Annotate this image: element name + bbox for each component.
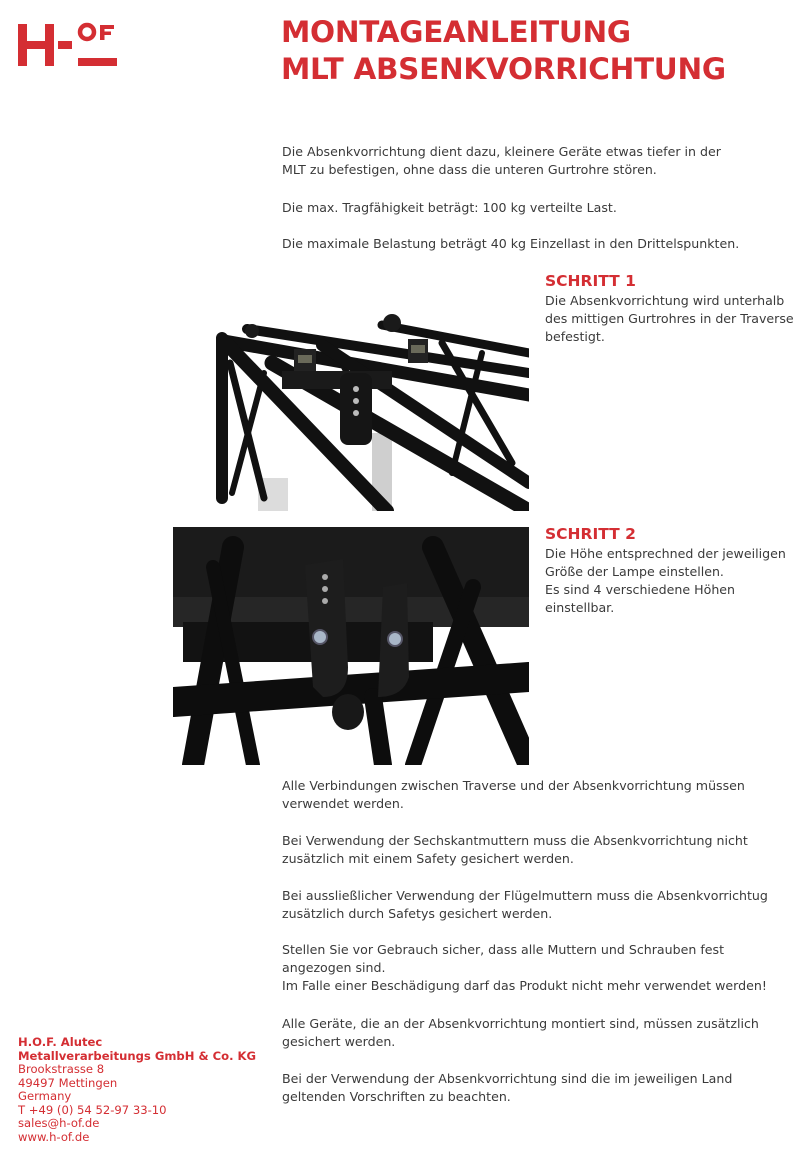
step-1-line: befestigt. bbox=[545, 329, 605, 344]
safety-note: Bei aussließlicher Verwendung der Flügelmuttern muss die Absenkvorrichtug zusätzlich durch Safetys gesichert werden. bbox=[282, 888, 768, 921]
step-1-heading: SCHRITT 1 bbox=[545, 272, 636, 290]
step-2-photo bbox=[173, 527, 529, 765]
phone-number: T +49 (0) 54 52-97 33-10 bbox=[18, 1102, 167, 1117]
step-1-photo bbox=[212, 283, 529, 511]
step-2-heading: SCHRITT 2 bbox=[545, 525, 636, 543]
safety-note: Bei der Verwendung der Absenkvorrichtung sind die im jeweiligen Land geltenden Vorschriften zu beachten. bbox=[282, 1071, 733, 1104]
step-1-line: des mittigen Gurtrohres in der Traverse bbox=[545, 311, 794, 326]
company-logo bbox=[18, 22, 118, 68]
step-2-line: Es sind 4 verschiedene Höhen einstellbar. bbox=[545, 582, 736, 615]
step-2-line: Die Höhe entsprechned der jeweiligen bbox=[545, 546, 786, 561]
company-legal-name: Metallverarbeitungs GmbH & Co. KG bbox=[18, 1048, 257, 1063]
address-street: Brookstrasse 8 bbox=[18, 1062, 105, 1076]
step-1-description bbox=[545, 292, 794, 346]
website-link[interactable]: www.h-of.de bbox=[18, 1129, 90, 1144]
document-title bbox=[281, 14, 726, 88]
safety-note: Alle Verbindungen zwischen Traverse und der Absenkvorrichtung müssen verwendet werden. bbox=[282, 778, 745, 811]
intro-paragraph: Die max. Tragfähigkeit beträgt: 100 kg verteilte Last. bbox=[282, 200, 617, 215]
safety-note: Im Falle einer Beschädigung darf das Produkt nicht mehr verwendet werden! bbox=[282, 978, 767, 993]
address-city: 49497 Mettingen bbox=[18, 1075, 118, 1090]
safety-note: Stellen Sie vor Gebrauch sicher, dass alle Muttern und Schrauben fest angezogen sind. bbox=[282, 942, 725, 975]
company-name: H.O.F. Alutec bbox=[18, 1035, 103, 1049]
company-address bbox=[18, 1036, 256, 1144]
email-link[interactable]: sales@h-of.de bbox=[18, 1116, 100, 1130]
intro-paragraph: Die Absenkvorrichtung dient dazu, kleinere Geräte etwas tiefer in der MLT zu befestigen, ohne dass die unteren Gurtrohre stören. bbox=[282, 144, 721, 177]
title-line-2: MLT ABSENKVORRICHTUNG bbox=[281, 52, 726, 86]
address-country: Germany bbox=[18, 1089, 72, 1103]
step-1-line: Die Absenkvorrichtung wird unterhalb bbox=[545, 293, 785, 308]
title-line-1: MONTAGEANLEITUNG bbox=[281, 15, 631, 49]
step-2-line: Größe der Lampe einstellen. bbox=[545, 564, 724, 579]
safety-note: Bei Verwendung der Sechskantmuttern muss die Absenkvorrichtung nicht zusätzlich mit einem Safety gesichert werden. bbox=[282, 833, 748, 866]
safety-note: Alle Geräte, die an der Absenkvorrichtung montiert sind, müssen zusätzlich gesichert werden. bbox=[282, 1016, 759, 1049]
step-2-description bbox=[545, 545, 808, 617]
intro-paragraph: Die maximale Belastung beträgt 40 kg Einzellast in den Drittelspunkten. bbox=[282, 236, 740, 251]
